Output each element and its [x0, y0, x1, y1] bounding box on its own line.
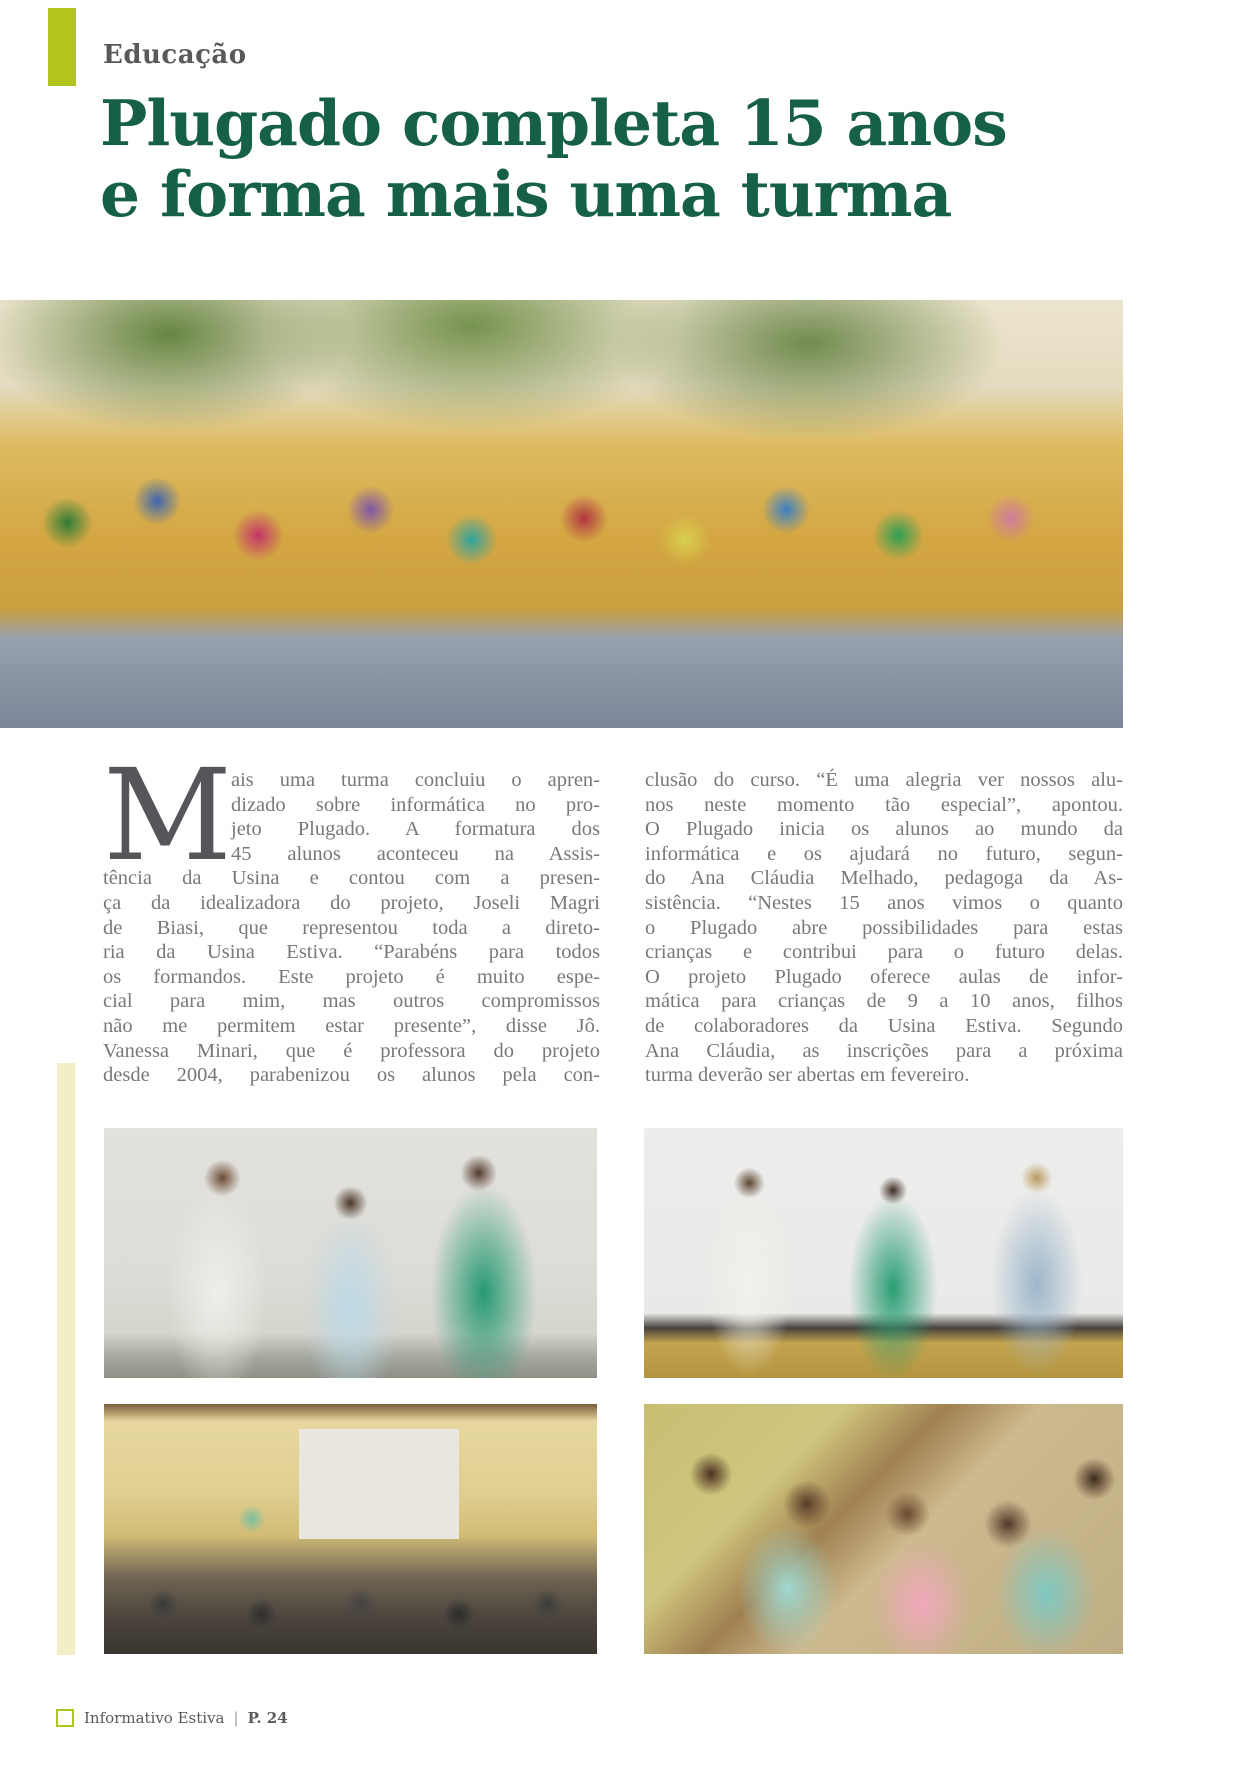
text-line: turma deverão ser abertas em fevereiro. — [645, 1064, 970, 1087]
text-line: jeto Plugado. A formatura dos — [231, 818, 600, 841]
article-title — [100, 88, 1130, 230]
text-line: não me permitem estar presente”, disse Jô. — [103, 1014, 600, 1037]
footer-brand: Informativo Estiva — [84, 1709, 225, 1727]
text-line: informática e os ajudará no futuro, segun- — [645, 842, 1123, 865]
photo-speakers-whiteboard — [644, 1128, 1123, 1378]
text-line: crianças e contribui para o futuro delas. — [645, 941, 1123, 964]
group-photo — [0, 300, 1123, 728]
text-line: tência da Usina e contou com a presen- — [103, 867, 600, 890]
section-label: Educação — [103, 40, 247, 70]
footer-square-icon — [56, 1709, 74, 1727]
text-line: mática para crianças de 9 a 10 anos, filhos — [645, 990, 1123, 1013]
text-line: os formandos. Este projeto é muito espe- — [103, 965, 600, 988]
article-title-line-1: Plugado completa 15 anos — [100, 86, 1007, 160]
text-line: ais uma turma concluiu o apren- — [231, 769, 600, 791]
text-line: o Plugado abre possibilidades para estas — [645, 916, 1123, 939]
footer-page-number: P. 24 — [247, 1709, 288, 1727]
footer-separator: | — [233, 1709, 239, 1727]
text-line: de Biasi, que representou toda a direto- — [103, 916, 600, 939]
text-line: Ana Cláudia, as inscrições para a próxima — [645, 1039, 1123, 1062]
photo-certificate — [104, 1128, 597, 1378]
text-line: nos neste momento tão especial”, apontou. — [645, 793, 1123, 816]
text-line: de colaboradores da Usina Estiva. Segundo — [645, 1014, 1123, 1037]
text-line: Vanessa Minari, que é professora do projeto — [103, 1039, 600, 1062]
text-line: O projeto Plugado oferece aulas de infor- — [645, 965, 1123, 988]
photo-children-stairs — [644, 1404, 1123, 1654]
text-line: do Ana Cláudia Melhado, pedagoga da As- — [645, 867, 1123, 890]
page-footer — [56, 1707, 288, 1729]
photo-ceremony-room — [104, 1404, 597, 1654]
drop-cap: M — [103, 742, 233, 889]
text-line: cial para mim, mas outros compromissos — [103, 990, 600, 1013]
text-line: desde 2004, parabenizou os alunos pela con- — [103, 1064, 600, 1087]
side-accent-bar — [57, 1063, 75, 1655]
text-line: sistência. “Nestes 15 anos vimos o quanto — [645, 891, 1123, 914]
text-line: 45 alunos aconteceu na Assis- — [231, 842, 600, 865]
article-title-line-2: e forma mais uma turma — [100, 157, 952, 231]
article-column-right — [645, 768, 1123, 1088]
text-line: clusão do curso. “É uma alegria ver nossos alu- — [645, 769, 1123, 791]
text-line: dizado sobre informática no pro- — [231, 793, 600, 816]
text-line: ça da idealizadora do projeto, Joseli Magri — [103, 891, 600, 914]
text-line: O Plugado inicia os alunos ao mundo da — [645, 818, 1123, 841]
text-line: ria da Usina Estiva. “Parabéns para todos — [103, 941, 600, 964]
section-accent-bar — [48, 8, 76, 86]
article-column-left — [103, 742, 600, 1088]
